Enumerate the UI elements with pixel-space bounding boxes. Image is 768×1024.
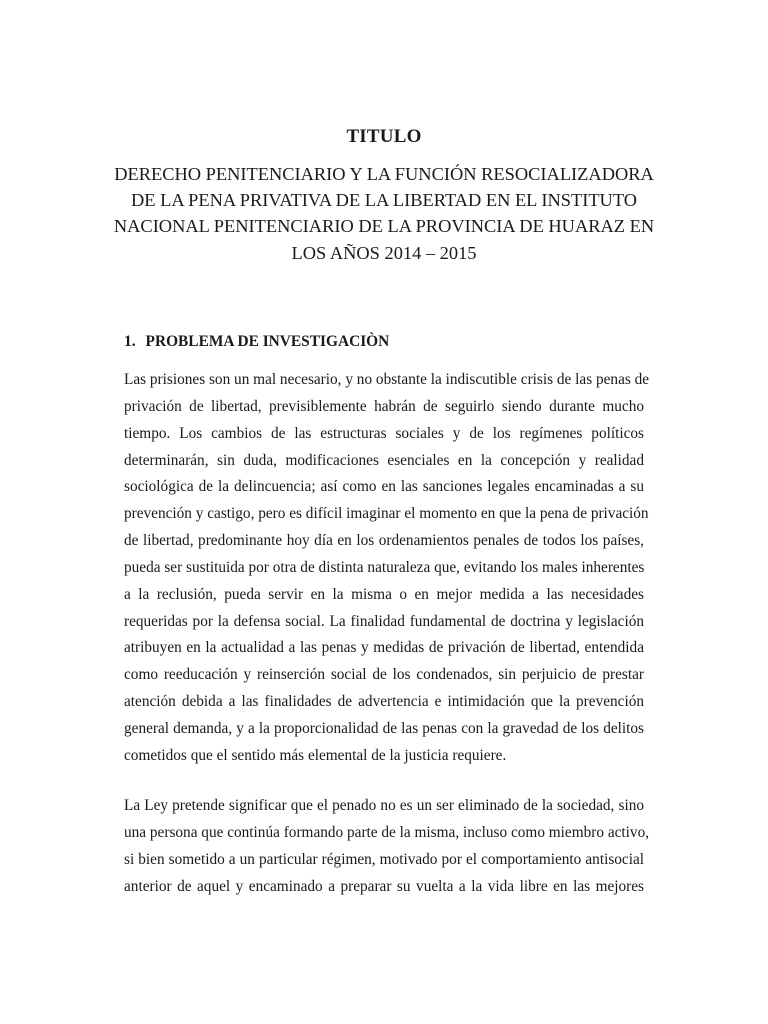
paragraph-line: requeridas por la defensa social. La finalidad fundamental de doctrina y legislación bbox=[124, 612, 644, 630]
paragraph-line: sociológica de la delincuencia; así como en las sanciones legales encaminadas a su bbox=[124, 478, 644, 496]
paragraph-line: Las prisiones son un mal necesario, y no obstante la indiscutible crisis de las penas de bbox=[124, 371, 650, 388]
paragraph-line: como reeducación y reinserción social de los condenados, sin perjuicio de prestar bbox=[124, 666, 644, 684]
paragraph-line: La Ley pretende significar que el penado no es un ser eliminado de la sociedad, sino bbox=[124, 797, 644, 814]
paragraph-line: si bien sometido a un particular régimen, motivado por el comportamiento antisocial bbox=[124, 850, 644, 868]
paragraph-line: de libertad, predominante hoy día en los ordenamientos penales de todos los países, bbox=[124, 532, 644, 550]
thesis-title-line: DE LA PENA PRIVATIVA DE LA LIBERTAD EN EL INSTITUTO bbox=[130, 190, 638, 211]
paragraph-line: privación de libertad, previsiblemente habrán de seguirlo siendo durante mucho bbox=[124, 397, 644, 415]
thesis-title-line: LOS AÑOS 2014 – 2015 bbox=[291, 242, 477, 263]
thesis-title bbox=[0, 161, 768, 266]
title-label: TITULO bbox=[346, 126, 422, 147]
section-heading bbox=[124, 333, 389, 351]
paragraph-line: atribuyen en la actualidad a las penas y medidas de privación de libertad, entendida bbox=[124, 639, 644, 657]
paragraph-line: cometidos que el sentido más elemental de la justicia requiere. bbox=[124, 746, 507, 764]
paragraph-line: tiempo. Los cambios de las estructuras sociales y de los regímenes políticos bbox=[124, 424, 644, 442]
paragraph-line: general demanda, y a la proporcionalidad de las penas con la gravedad de los delitos bbox=[124, 719, 644, 737]
paragraph-line: determinarán, sin duda, modificaciones esenciales en la concepción y realidad bbox=[124, 451, 644, 469]
paragraph-2 bbox=[124, 793, 650, 900]
paragraph-line: atención debida a las finalidades de advertencia e intimidación que la prevención bbox=[124, 693, 644, 711]
thesis-title-line: NACIONAL PENITENCIARIO DE LA PROVINCIA DE HUARAZ EN bbox=[113, 216, 655, 237]
paragraph-1 bbox=[124, 367, 650, 770]
paragraph-line: prevención y castigo, pero es difícil imaginar el momento en que la pena de privación bbox=[124, 505, 649, 523]
paragraph-line: anterior de aquel y encaminado a preparar su vuelta a la vida libre en las mejores bbox=[124, 877, 644, 895]
section-number: 1. bbox=[124, 333, 136, 350]
paragraph-line: una persona que continúa formando parte de la misma, incluso como miembro activo, bbox=[124, 823, 650, 841]
paragraph-line: pueda ser sustituida por otra de distinta naturaleza que, evitando los males inherentes bbox=[124, 558, 645, 576]
paragraph-line: a la reclusión, pueda servir en la misma o en mejor medida a las necesidades bbox=[124, 585, 644, 603]
section-heading-text: PROBLEMA DE INVESTIGACIÒN bbox=[145, 333, 390, 350]
thesis-title-line: DERECHO PENITENCIARIO Y LA FUNCIÓN RESOCIALIZADORA bbox=[114, 164, 654, 184]
